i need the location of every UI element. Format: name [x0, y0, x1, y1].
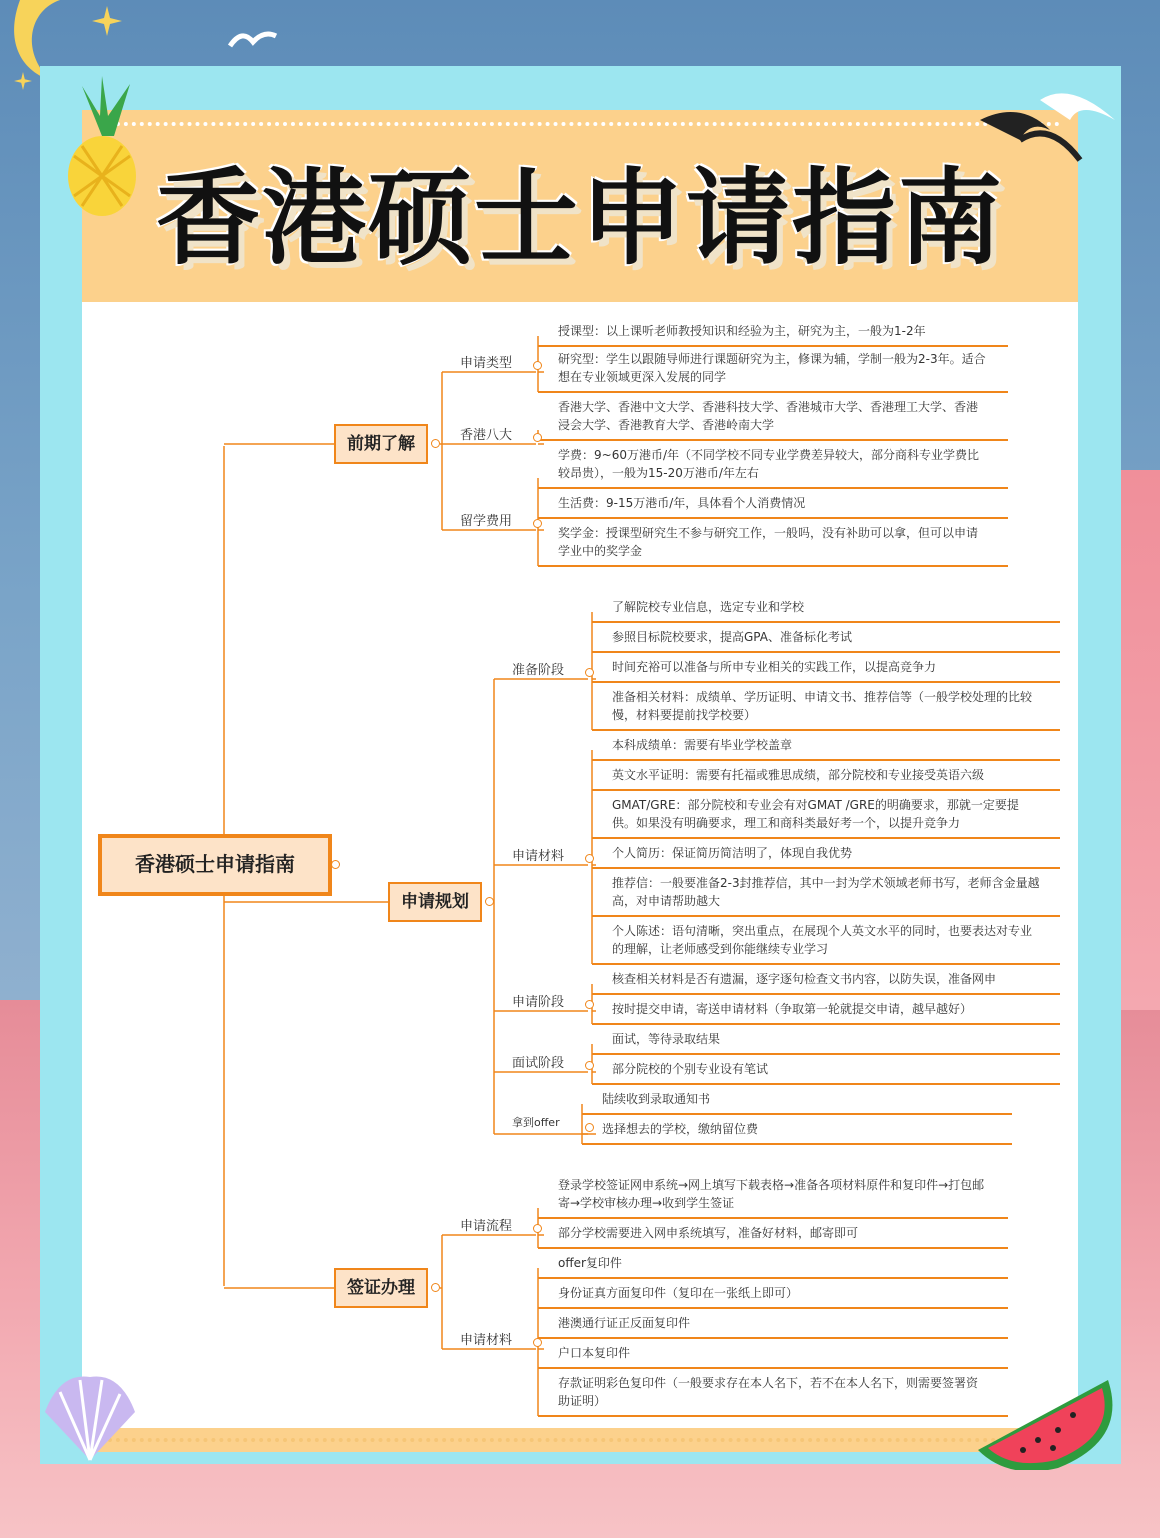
- leaf-item: 学费：9~60万港币/年（不同学校不同专业学费差异较大，部分商科专业学费比较昂贵），一般为15-20万港币/年左右: [558, 448, 980, 480]
- leaf-item: 时间充裕可以准备与所申专业相关的实践工作，以提高竞争力: [612, 660, 937, 674]
- group-label: 申请类型: [460, 356, 513, 371]
- collapse-toggle-icon: [585, 1000, 594, 1009]
- section-node-0: 前期了解: [334, 424, 428, 464]
- page-title: 香港硕士申请指南: [155, 157, 1004, 279]
- collapse-toggle-icon: [533, 1338, 542, 1347]
- group-label: 面试阶段: [512, 1056, 565, 1071]
- leaf-item: 选择想去的学校，缴纳留位费: [602, 1122, 759, 1136]
- collapse-toggle-icon: [533, 1224, 542, 1233]
- leaf-item: 部分院校的个别专业设有笔试: [612, 1062, 769, 1076]
- leaf-item: 户口本复印件: [558, 1346, 631, 1360]
- leaf-item: 港澳通行证正反面复印件: [558, 1316, 691, 1330]
- leaf-item: 推荐信：一般要准备2-3封推荐信，其中一封为学术领域老师书写，老师含金量越高，对申请帮助越大: [612, 876, 1040, 908]
- collapse-toggle-icon: [533, 433, 542, 442]
- root-node: 香港硕士申请指南: [98, 834, 332, 896]
- section-node-1: 申请规划: [388, 882, 482, 922]
- leaf-item: 授课型：以上课听老师教授知识和经验为主，研究为主，一般为1-2年: [558, 324, 926, 338]
- leaf-item: 本科成绩单：需要有毕业学校盖章: [612, 738, 793, 752]
- group-label: 申请材料: [512, 849, 565, 864]
- collapse-toggle-icon: [431, 439, 440, 448]
- group-label: 申请阶段: [512, 995, 565, 1010]
- leaf-item: 生活费：9-15万港币/年，具体看个人消费情况: [558, 496, 806, 510]
- group-label: 申请流程: [460, 1219, 513, 1234]
- leaf-item: 香港大学、香港中文大学、香港科技大学、香港城市大学、香港理工大学、香港浸会大学、香港教育大学、香港岭南大学: [558, 400, 979, 432]
- leaf-item: 部分学校需要进入网申系统填写，准备好材料，邮寄即可: [558, 1226, 859, 1240]
- leaf-item: 面试，等待录取结果: [612, 1032, 721, 1046]
- collapse-toggle-icon: [585, 854, 594, 863]
- leaf-item: 陆续收到录取通知书: [602, 1092, 711, 1106]
- collapse-toggle-icon: [533, 361, 542, 370]
- leaf-item: 研究型：学生以跟随导师进行课题研究为主，修课为辅，学制一般为2-3年。适合想在专业领域更深入发展的同学: [558, 352, 986, 384]
- leaf-item: 奖学金：授课型研究生不参与研究工作，一般吗，没有补助可以拿，但可以申请学业中的奖学金: [558, 526, 979, 558]
- leaf-item: 英文水平证明：需要有托福或雅思成绩，部分院校和专业接受英语六级: [612, 768, 985, 782]
- leaf-item: 准备相关材料：成绩单、学历证明、申请文书、推荐信等（一般学校处理的比较慢，材料要提前找学校要）: [612, 690, 1033, 722]
- leaf-item: 了解院校专业信息，选定专业和学校: [612, 600, 805, 614]
- leaf-item: 按时提交申请，寄送申请材料（争取第一轮就提交申请，越早越好）: [612, 1002, 973, 1016]
- collapse-toggle-icon: [585, 1061, 594, 1070]
- collapse-toggle-icon: [585, 1123, 594, 1132]
- collapse-toggle-icon: [533, 519, 542, 528]
- collapse-toggle-icon: [331, 860, 340, 869]
- leaf-item: 存款证明彩色复印件（一般要求存在本人名下，若不在本人名下，则需要签署资助证明）: [558, 1376, 979, 1408]
- leaf-item: 个人陈述：语句清晰，突出重点，在展现个人英文水平的同时，也要表达对专业的理解，让老师感受到你能继续专业学习: [612, 924, 1033, 956]
- leaf-item: 身份证真方面复印件（复印在一张纸上即可）: [558, 1286, 799, 1300]
- group-label: 准备阶段: [512, 663, 565, 678]
- leaf-item: 核查相关材料是否有遗漏，逐字逐句检查文书内容，以防失误，准备网申: [612, 972, 997, 986]
- leaf-item: 参照目标院校要求，提高GPA、准备标化考试: [612, 630, 852, 644]
- leaf-item: 登录学校签证网申系统→网上填写下载表格→准备各项材料原件和复印件→打包邮寄→学校审核办理→收到学生签证: [558, 1178, 985, 1210]
- leaf-item: 个人简历：保证简历简洁明了，体现自我优势: [612, 846, 853, 860]
- group-label: 申请材料: [460, 1333, 513, 1348]
- leaf-item: GMAT/GRE：部分院校和专业会有对GMAT /GRE的明确要求，那就一定要提供。如果没有明确要求，理工和商科类最好考一个，以提升竞争力: [612, 798, 1019, 830]
- group-label: 拿到offer: [512, 1116, 560, 1129]
- group-label: 香港八大: [460, 428, 513, 443]
- leaf-item: offer复印件: [558, 1256, 622, 1270]
- group-label: 留学费用: [460, 514, 513, 529]
- section-node-2: 签证办理: [334, 1268, 428, 1308]
- collapse-toggle-icon: [485, 897, 494, 906]
- collapse-toggle-icon: [585, 668, 594, 677]
- collapse-toggle-icon: [431, 1283, 440, 1292]
